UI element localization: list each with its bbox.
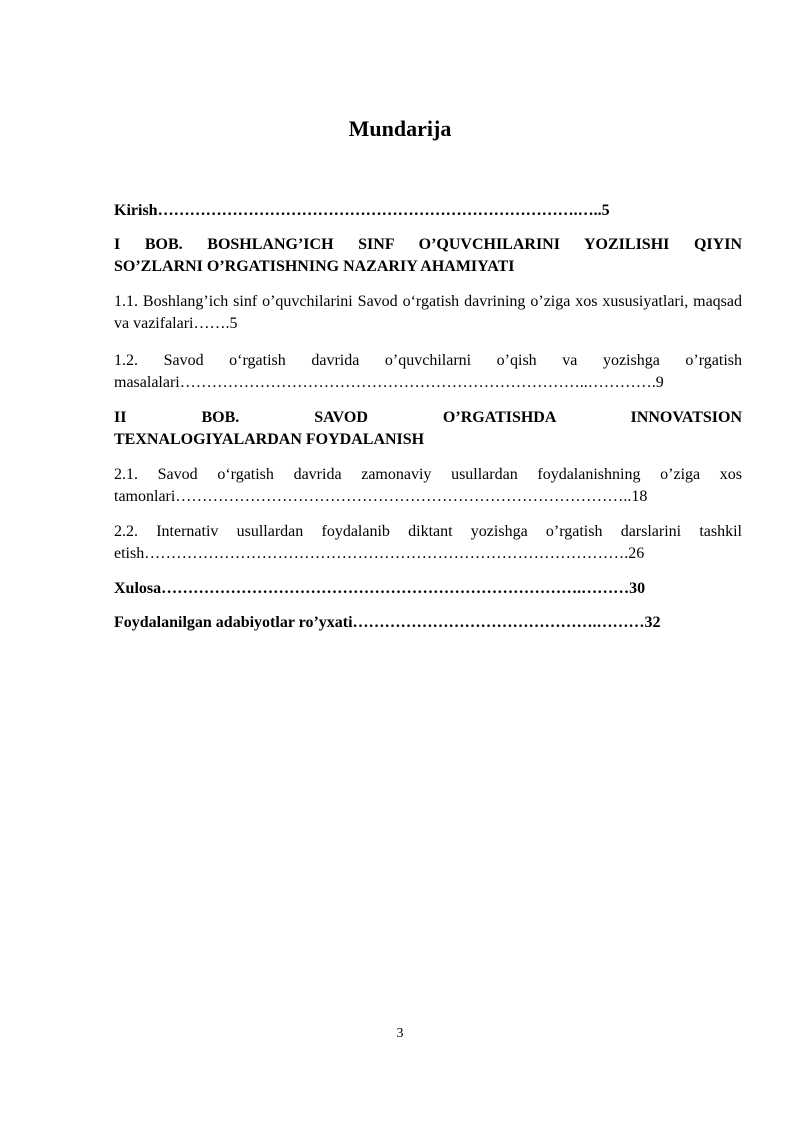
toc-section-2-1: 2.1. Savod oʻrgatish davrida zamonaviy usullardan foydalanishning o’ziga xos tamonlari…………………………………………………………………………..18	[114, 466, 742, 505]
toc-entry-adabiyotlar: Foydalanilgan adabiyotlar ro’yxati……………………………………….………32	[114, 614, 661, 631]
toc-chapter-2-title-line-1: II BOB. SAVOD O’RGATISHDA INNOVATSION	[114, 409, 742, 426]
toc-chapter-1-title-line-1: I BOB. BOSHLANG’ICH SINF O’QUVCHILARINI YOZILISHI QIYIN	[114, 236, 742, 253]
toc-chapter-1-title	[114, 234, 742, 278]
toc-chapter-2-title-line-2: TEXNALOGIYALARDAN FOYDALANISH	[114, 431, 425, 448]
toc-entry-kirish: Kirish…………………………………………………………………….…..5	[114, 202, 610, 219]
toc-chapter-1-title-line-2: SO’ZLARNI O’RGATISHNING NAZARIY AHAMIYATI	[114, 258, 515, 275]
toc-section-2-2: 2.2. Internativ usullardan foydalanib diktant yozishga o’rgatish darslarini tashkil etish……………………………………………………………………………….26	[114, 523, 742, 562]
toc-section-1-2: 1.2. Savod oʻrgatish davrida o’quvchilarni o’qish va yozishga o’rgatish masalalari…………………………………………………………………..………….9	[114, 352, 742, 391]
toc-chapter-2-title	[114, 407, 742, 451]
page-number: 3	[396, 1026, 404, 1041]
toc-section-1-1: 1.1. Boshlang’ich sinf o’quvchilarini Savod oʻrgatish davrining o’ziga xos xususiyatlari, maqsad va vazifalari…….5	[114, 293, 742, 332]
toc-entry-xulosa: Xulosa…………………………………………………………………….………30	[114, 580, 646, 597]
page-title: Mundarija	[348, 116, 452, 141]
